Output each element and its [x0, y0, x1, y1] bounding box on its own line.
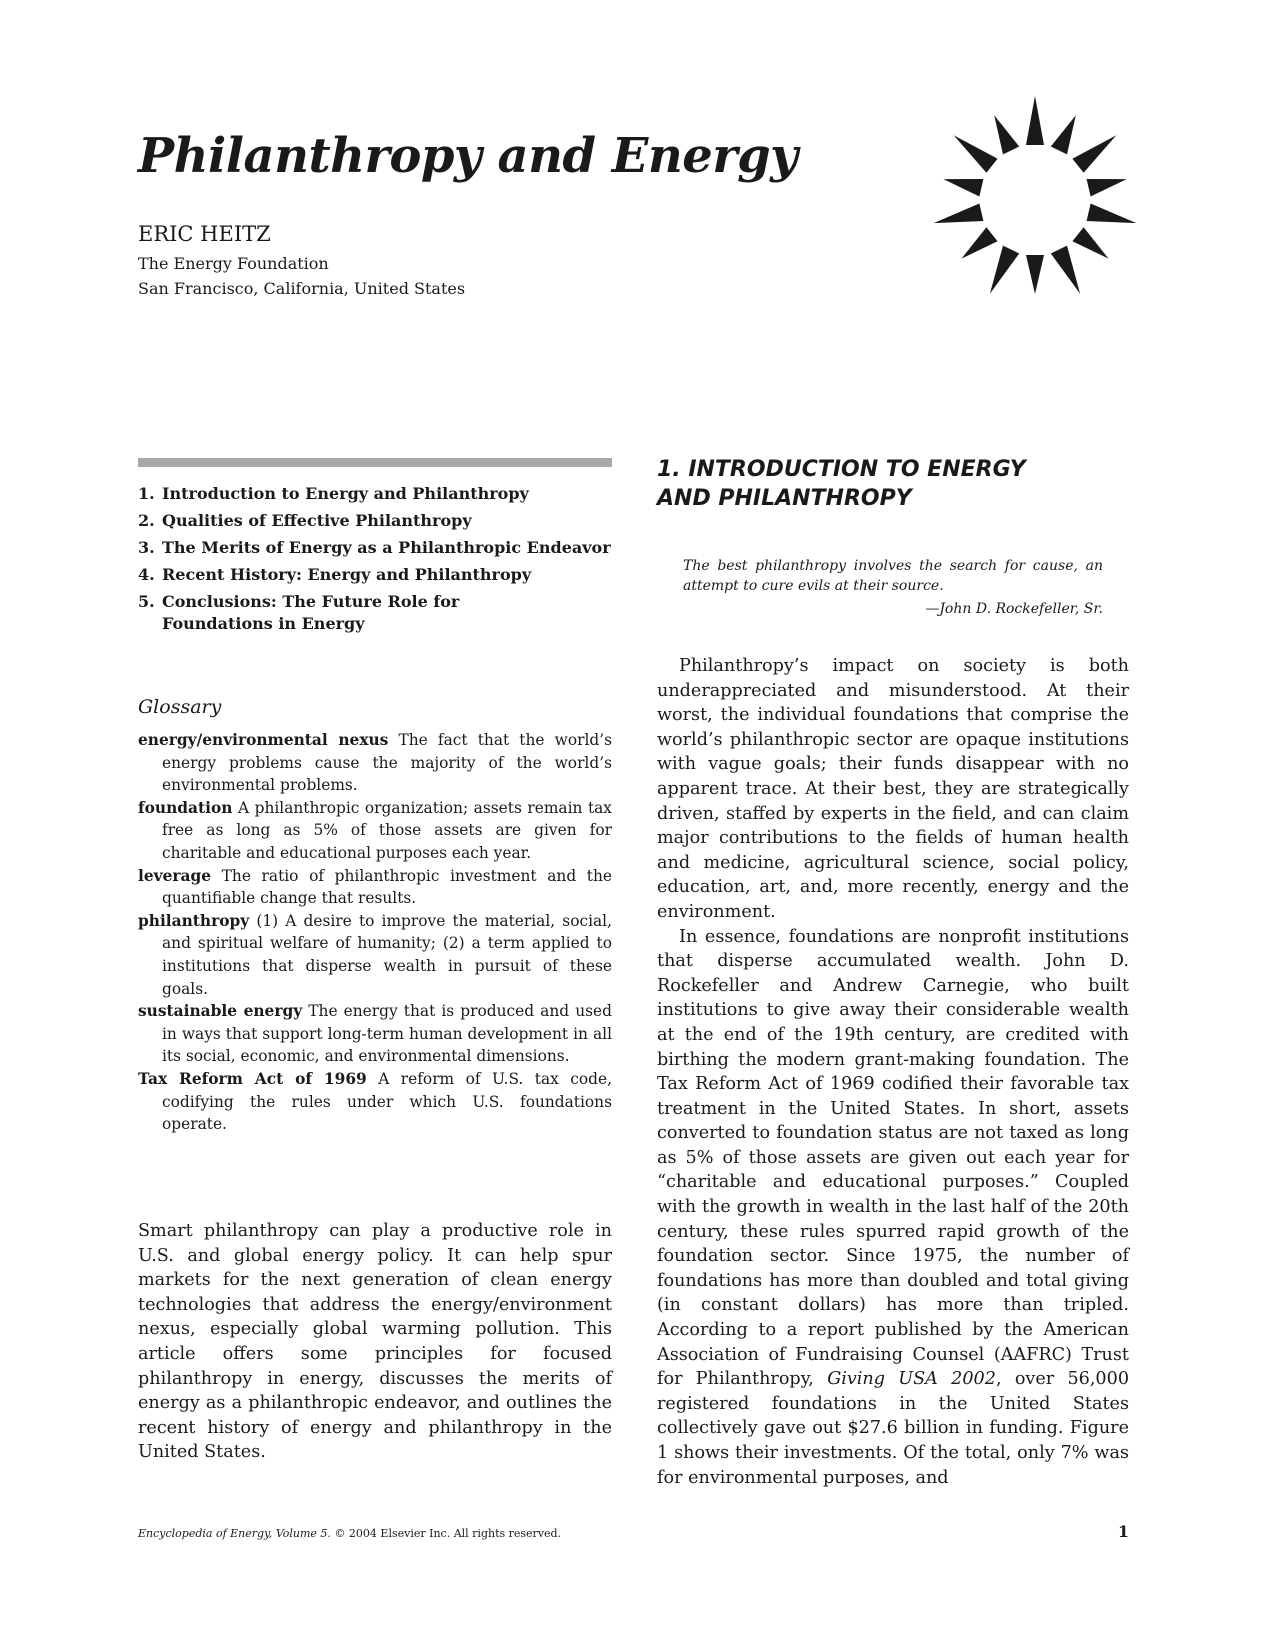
epigraph-attribution: —John D. Rockefeller, Sr.: [925, 601, 1103, 617]
glossary-definition: The ratio of philanthropic investment and the quantifiable change that results.: [162, 866, 612, 908]
glossary-term: sustainable energy: [138, 1002, 303, 1021]
sun-ray: [1026, 96, 1044, 145]
citation-source: Encyclopedia of Energy, Volume 5.: [138, 1527, 331, 1540]
sun-ray: [1051, 246, 1080, 294]
toc-rule: [138, 458, 612, 467]
body-paragraph: Philanthropy’s impact on society is both underappreciated and misunderstood. At their worst, the individual foundations that comprise the world’s philanthropic sector are opaque institutions with vague goals; their funds disappear with no apparent trace. At their best, they are strategically driven, staffed by experts in the field, and can claim major contributions to the fields of human health and medicine, agricultural science, social policy, education, art, and, more recently, energy and the environment.: [657, 656, 1129, 922]
glossary-term: energy/environmental nexus: [138, 731, 389, 749]
glossary-entry: [138, 729, 612, 797]
toc-item[interactable]: 4. Recent History: Energy and Philanthropy: [138, 565, 532, 584]
sun-ray: [962, 227, 998, 258]
sun-ray: [1051, 115, 1076, 154]
glossary-definition: The fact that the world’s energy problems cause the majority of the world’s environmental problems.: [162, 731, 613, 795]
author-name: ERIC HEITZ: [138, 222, 271, 246]
sun-ray: [1072, 227, 1108, 258]
glossary-term: leverage: [138, 866, 212, 885]
glossary-entry: [138, 797, 612, 865]
sun-ray: [1087, 179, 1127, 197]
epigraph-text: The best philanthropy involves the search for cause, an attempt to cure evils at their source.: [683, 558, 1103, 594]
sun-ray: [1072, 135, 1116, 173]
sun-ray: [943, 179, 983, 197]
section-heading: [657, 455, 1097, 513]
glossary-entry: [138, 865, 612, 910]
toc-item[interactable]: 3. The Merits of Energy as a Philanthropic Endeavor: [138, 538, 611, 557]
toc-item[interactable]: 2. Qualities of Effective Philanthropy: [138, 511, 472, 530]
glossary-definition: The energy that is produced and used in ways that support long-term human development in all its social, economic, and environmental dimensions.: [162, 1002, 612, 1066]
affiliation-location: San Francisco, California, United States: [138, 279, 466, 298]
page-number: 1: [1117, 1522, 1129, 1541]
glossary-entry: [138, 1000, 612, 1068]
epigraph: [683, 556, 1103, 619]
affiliation-organization: The Energy Foundation: [138, 254, 329, 273]
sun-ray: [1087, 204, 1137, 224]
sun-ray: [954, 135, 998, 173]
sun-ray: [990, 246, 1019, 294]
glossary: [138, 729, 612, 1136]
sun-ray: [934, 204, 984, 224]
body-paragraph: In essence, foundations are nonprofit institutions that disperse accumulated wealth. John D. Rockefeller and Andrew Carnegie, who built institutions to give away their considerable wealth at the end of the 19th century, are credited with birthing the modern grant-making foundation. The Tax Reform Act of 1969 codified their favorable tax treatment in the United States. In short, assets converted to foundation status are not taxed as long as 5% of those assets are given out each year for “charitable and educational purposes.” Coupled with the growth in wealth in the last half of the 20th century, these rules spurred rapid growth of the foundation sector. Since 1975, the number of foundations has more than doubled and total giving (in constant dollars) has more than tripled. According to a report published by the American Association of Fundraising Counsel (AAFRC) Trust for Philanthropy, Giving USA 2002, over 56,000 registered foundations in the United States collectively gave out $27.6 billion in funding. Figure 1 shows their investments. Of the total, only 7% was for environmental purposes, and: [657, 926, 1130, 1488]
publication-title: Giving USA 2002: [827, 1369, 996, 1390]
footer-citation: [138, 1527, 561, 1540]
glossary-term: Tax Reform Act of 1969: [138, 1069, 367, 1088]
glossary-definition: A reform of U.S. tax code, codifying the rules under which U.S. foundations operate.: [162, 1069, 612, 1134]
abstract-paragraph: Smart philanthropy can play a productive role in U.S. and global energy policy. It can help spur markets for the next generation of clean energy technologies that address the energy/environment nexus, especially global warming pollution. This article offers some principles for focused philanthropy in energy, discusses the merits of energy as a philanthropic endeavor, and outlines the recent history of energy and philanthropy in the United States.: [138, 1221, 612, 1463]
section-body: [657, 654, 1129, 1490]
toc-item[interactable]: 5. Conclusions: The Future Role for Foundations in Energy: [138, 592, 460, 633]
section-heading-line2: AND PHILANTHROPY: [657, 486, 912, 511]
glossary-definition: (1) A desire to improve the material, social, and spiritual welfare of humanity; (2) a term applied to institutions that disperse wealth in pursuit of these goals.: [162, 911, 612, 998]
glossary-entry: [138, 1068, 612, 1136]
copyright-text: 2004 Elsevier Inc. All rights reserved.: [348, 1527, 562, 1540]
glossary-term: philanthropy: [138, 911, 250, 930]
section-heading-line1: 1. INTRODUCTION TO ENERGY: [657, 457, 1026, 482]
table-of-contents: [138, 483, 612, 640]
sun-ray: [994, 115, 1019, 154]
glossary-term: foundation: [138, 798, 233, 817]
affiliation: [138, 251, 465, 301]
sun-burst-icon: [930, 95, 1140, 305]
article-title: Philanthropy and Energy: [138, 128, 798, 184]
copyright-symbol: ©: [334, 1527, 346, 1540]
glossary-entry: [138, 910, 612, 1000]
sun-ray: [1026, 255, 1044, 294]
glossary-definition: A philanthropic organization; assets remain tax free as long as 5% of those assets are given for charitable and educational purposes each year.: [162, 798, 612, 862]
glossary-heading: Glossary: [138, 696, 222, 718]
toc-item[interactable]: 1. Introduction to Energy and Philanthropy: [138, 484, 529, 503]
